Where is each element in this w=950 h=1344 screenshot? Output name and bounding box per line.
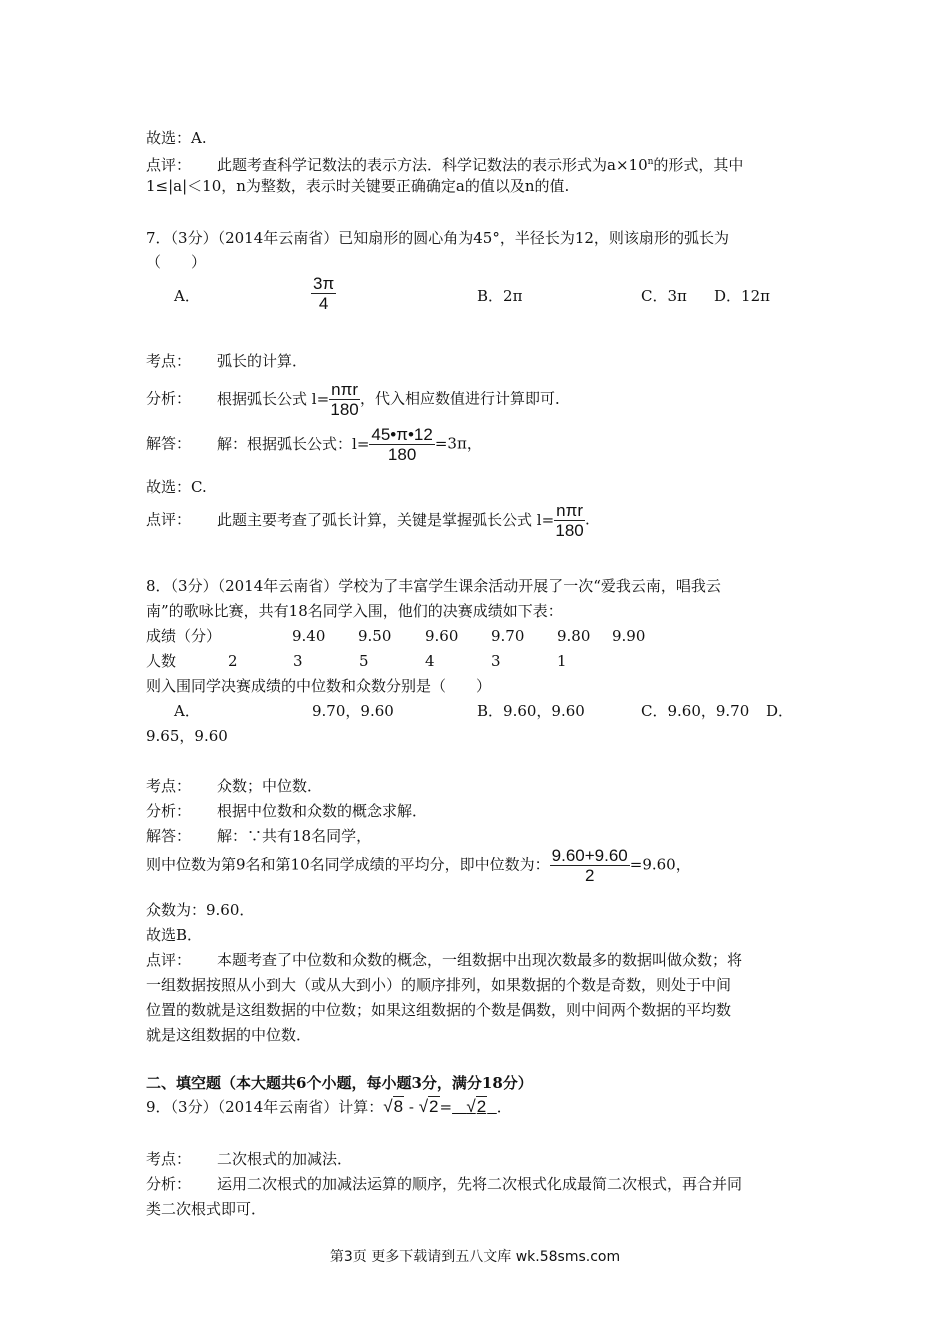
- table-count: 2: [228, 652, 238, 670]
- text: 众数；中位数．: [217, 777, 323, 795]
- label: 点评：: [146, 510, 192, 529]
- q8-jieda-median: [146, 846, 691, 885]
- q7-option-c: C．3π: [641, 287, 687, 305]
- q8-kaodian: [146, 776, 322, 796]
- q8-option-b: B．9.60，9.60: [477, 702, 585, 720]
- q8-answer: 故选B．: [146, 926, 203, 944]
- text: 运用二次根式的加减法运算的顺序，先将二次根式化成最简二次根式，再合并同: [217, 1175, 743, 1193]
- denominator: 2: [584, 866, 595, 885]
- label: 点评：: [146, 951, 192, 969]
- answer-sqrt-2: √2: [466, 1097, 487, 1116]
- q9-stem: [146, 1097, 512, 1117]
- q7-jieda: [146, 425, 482, 464]
- numerator: nπr: [556, 501, 584, 520]
- table-count: 3: [293, 652, 303, 670]
- sqrt-2: √2: [418, 1097, 439, 1116]
- table-score: 9.90: [612, 627, 646, 645]
- label: 分析：: [146, 1175, 192, 1193]
- table-count: 1: [557, 652, 567, 670]
- text: 此题主要考查了弧长计算，关键是掌握弧长公式 l=: [217, 510, 555, 529]
- text: 的形式，其中: [653, 156, 744, 174]
- table-score: 9.80: [557, 627, 591, 645]
- denominator: 4: [318, 294, 329, 313]
- numerator: 45•π•12: [371, 425, 433, 444]
- text: 二次根式的加减法．: [217, 1150, 353, 1168]
- label: 解答：: [146, 827, 192, 845]
- q8-option-d-label: D．: [766, 702, 794, 720]
- text: .: [585, 510, 590, 529]
- q7-option-d: D．12π: [714, 287, 770, 305]
- table-row1-label: 成绩（分）: [146, 627, 222, 645]
- text: 本题考查了中位数和众数的概念，一组数据中出现次数最多的数据叫做众数；将: [217, 951, 743, 969]
- text: 弧长的计算．: [217, 352, 308, 370]
- q7-stem: 7．（3分）（2014年云南省）已知扇形的圆心角为45°，半径长为12，则该扇形的弧长为: [146, 229, 729, 247]
- section-heading: 二、填空题（本大题共6个小题，每小题3分，满分18分）: [146, 1074, 533, 1092]
- q6-comment-line2: 1≤|a|＜10，n为整数，表示时关键要正确确定a的值以及n的值.: [146, 177, 570, 195]
- denominator: 180: [555, 521, 584, 540]
- exponent: n: [647, 157, 654, 167]
- radicand: 2: [429, 1097, 439, 1116]
- q6-answer: 故选：A.: [146, 129, 207, 147]
- q7-option-a-label: A．: [174, 287, 200, 305]
- table-score: 9.70: [491, 627, 525, 645]
- numerator: 9.60+9.60: [551, 846, 628, 865]
- q9-fenxi-line2: 类二次根式即可．: [146, 1200, 267, 1218]
- table-score: 9.50: [358, 627, 392, 645]
- end: ．: [496, 1098, 512, 1116]
- q8-stem-line2: 南”的歌咏比赛，共有18名同学入围，他们的决赛成绩如下表：: [146, 602, 563, 620]
- q8-jieda: [146, 826, 371, 846]
- q7-fenxi: [146, 380, 570, 419]
- radicand: 2: [476, 1097, 487, 1116]
- label: 点评：: [146, 156, 192, 174]
- text: =9.60，: [629, 855, 691, 874]
- text: =3π，: [434, 434, 482, 453]
- q9-kaodian: [146, 1149, 352, 1169]
- text: 9．（3分）（2014年云南省）计算：: [146, 1098, 384, 1116]
- q8-option-d: 9.65，9.60: [146, 727, 228, 745]
- q7-kaodian: [146, 351, 307, 371]
- table-score: 9.60: [425, 627, 459, 645]
- q8-jieda-mode: 众数为：9.60．: [146, 901, 255, 919]
- table-score: 9.40: [292, 627, 326, 645]
- denominator: 180: [330, 400, 359, 419]
- q8-option-a: 9.70，9.60: [312, 702, 394, 720]
- radicand: 8: [393, 1097, 404, 1116]
- text: 根据弧长公式 l=: [217, 389, 330, 408]
- table-count: 5: [359, 652, 369, 670]
- sqrt-8: √8: [383, 1097, 404, 1116]
- minus: -: [404, 1098, 419, 1116]
- q8-option-c: C．9.60，9.70: [641, 702, 750, 720]
- label: 考点：: [146, 352, 192, 370]
- numerator: nπr: [331, 380, 359, 399]
- text: 则中位数为第9名和第10名同学成绩的平均分，即中位数为：: [146, 855, 550, 874]
- label: 考点：: [146, 1150, 192, 1168]
- denominator: 180: [387, 445, 417, 464]
- label: 分析：: [146, 802, 192, 820]
- q6-comment: [146, 152, 743, 175]
- q7-dianping: [146, 501, 590, 540]
- equals: =: [439, 1098, 453, 1116]
- label: 分析：: [146, 389, 192, 408]
- q8-dianping: [146, 950, 742, 970]
- table-count: 3: [491, 652, 501, 670]
- page-footer: 第3页 更多下载请到五八文库 wk.58sms.com: [329, 1249, 621, 1265]
- q8-question: 则入围同学决赛成绩的中位数和众数分别是（ ）: [146, 677, 492, 695]
- q8-dianping-line2: 一组数据按照从小到大（或从大到小）的顺序排列，如果数据的个数是奇数，则处于中间: [146, 976, 732, 994]
- text: 解：∵共有18名同学，: [217, 827, 372, 845]
- table-count: 4: [425, 652, 435, 670]
- q8-stem: 8．（3分）（2014年云南省）学校为了丰富学生课余活动开展了一次“爱我云南，唱我云: [146, 577, 721, 595]
- numerator: 3π: [313, 274, 335, 293]
- text: 解：根据弧长公式：l=: [217, 434, 370, 453]
- q9-fenxi: [146, 1174, 742, 1194]
- text: 此题考查科学记数法的表示方法．科学记数法的表示形式为a×10: [217, 156, 648, 174]
- q7-option-a: [311, 274, 336, 313]
- text: 根据中位数和众数的概念求解．: [217, 802, 428, 820]
- label: 解答：: [146, 434, 192, 453]
- q8-dianping-line3: 位置的数就是这组数据的中位数；如果这组数据的个数是偶数，则中间两个数据的平均数: [146, 1001, 732, 1019]
- q7-stem-line2: （ ）: [146, 253, 207, 271]
- q8-fenxi: [146, 801, 427, 821]
- table-row2-label: 人数: [146, 652, 177, 670]
- q8-dianping-line4: 就是这组数据的中位数．: [146, 1026, 312, 1044]
- q8-option-a-label: A．: [174, 702, 200, 720]
- text: ，代入相应数值进行计算即可．: [360, 389, 571, 408]
- label: 考点：: [146, 777, 192, 795]
- q7-option-b: B．2π: [477, 287, 523, 305]
- q7-answer: 故选：C.: [146, 478, 207, 496]
